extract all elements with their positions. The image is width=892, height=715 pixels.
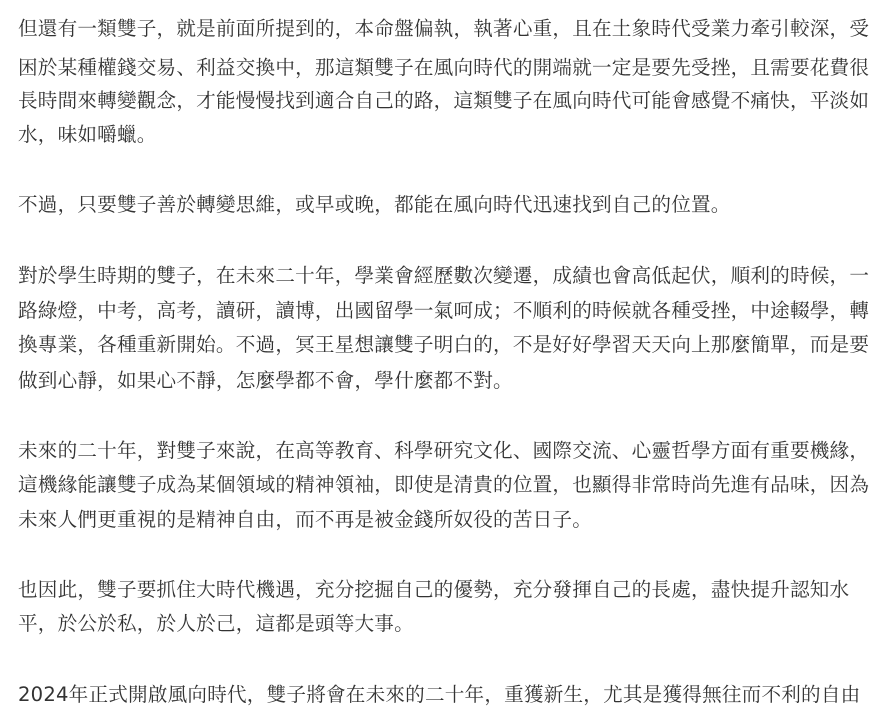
text-line: 不過，只要雙子善於轉變思維，或早或晚，都能在風向時代迅速找到自己的位置。 — [18, 193, 731, 216]
text-line: 但還有一類雙子，就是前面所提到的，本命盤偏執，執著心重，且在土象時代受業力牽引較深，受 — [18, 17, 870, 40]
text-line: 長時間來轉變觀念，才能慢慢找到適合自己的路，這類雙子在風向時代可能會感覺不痛快，平淡如 — [18, 89, 870, 112]
text-line: 2024年正式開啟風向時代，雙子將會在未來的二十年，重獲新生，尤其是獲得無往而不利的自由 — [18, 683, 861, 706]
text-line: 平，於公於私，於人於己，這都是頭等大事。 — [18, 612, 414, 635]
text-line: 對於學生時期的雙子，在未來二十年，學業會經歷數次變遷，成績也會高低起伏，順利的時候，一 — [18, 264, 870, 287]
text-line: 未來的二十年，對雙子來說，在高等教育、科學研究文化、國際交流、心靈哲學方面有重要機緣， — [18, 439, 870, 462]
text-line: 路綠燈，中考，高考，讀研，讀博，出國留學一氣呵成；不順利的時候就各種受挫，中途輟學，轉 — [18, 299, 870, 322]
text-line: 困於某種權錢交易、利益交換中，那這類雙子在風向時代的開端就一定是要先受挫，且需要花費很 — [18, 56, 870, 79]
text-line: 這機緣能讓雙子成為某個領域的精神領袖，即使是清貴的位置，也顯得非常時尚先進有品味，因為 — [18, 473, 870, 496]
text-line: 水，味如嚼蠟。 — [18, 123, 157, 146]
text-line: 未來人們更重視的是精神自由，而不再是被金錢所奴役的苦日子。 — [18, 508, 593, 531]
text-line: 也因此，雙子要抓住大時代機遇，充分挖掘自己的優勢，充分發揮自己的長處，盡快提升認知水 — [18, 578, 850, 601]
text-line: 換專業，各種重新開始。不過，冥王星想讓雙子明白的，不是好好學習天天向上那麼簡單，而是要 — [18, 333, 870, 356]
text-line: 做到心靜，如果心不靜，怎麼學都不會，學什麼都不對。 — [18, 369, 513, 392]
